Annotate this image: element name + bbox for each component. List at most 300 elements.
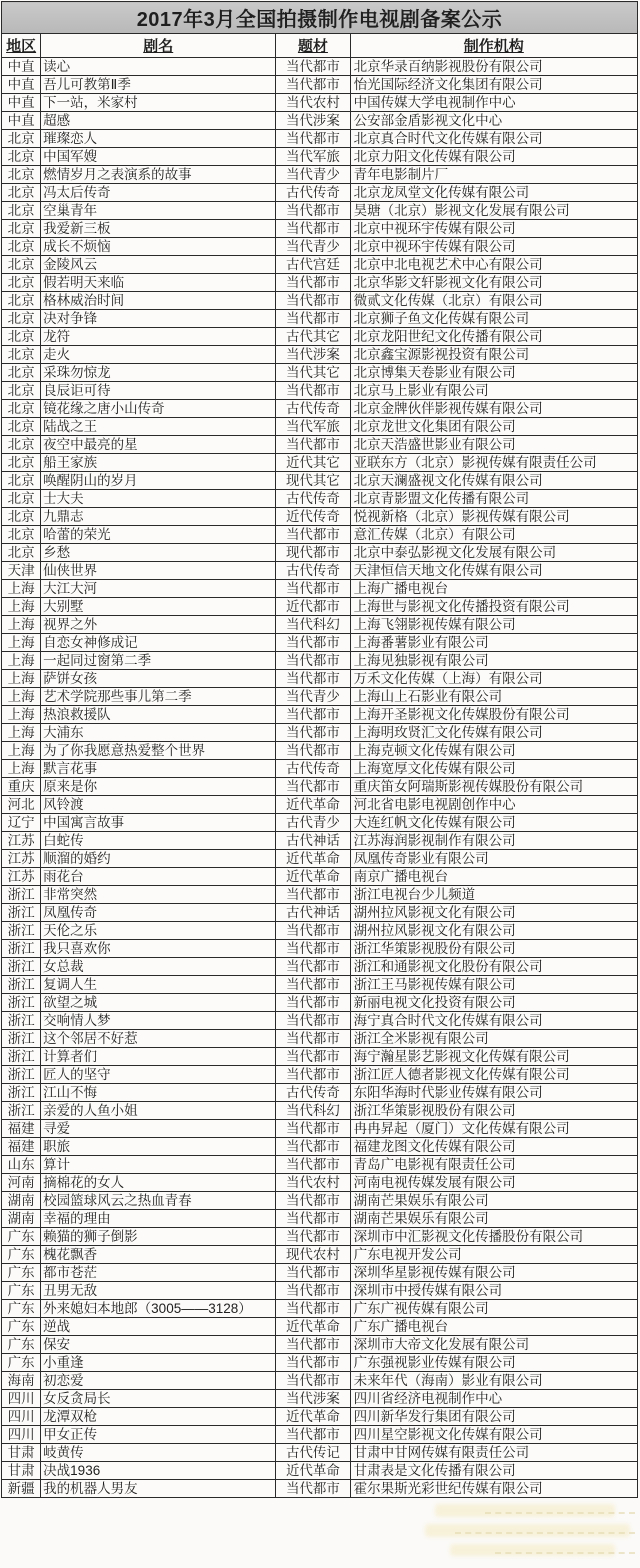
table-row: [2, 706, 638, 724]
cell-region: 浙江: [2, 1048, 41, 1066]
cell-drama-title: 甲女正传: [41, 1426, 276, 1444]
cell-producer: 江苏海润影视制作有限公司: [350, 832, 637, 850]
cell-drama-title: 天伦之乐: [41, 922, 276, 940]
cell-drama-title: 热浪救援队: [41, 706, 276, 724]
cell-genre: 当代都市: [276, 580, 350, 598]
cell-region: 上海: [2, 634, 41, 652]
cell-genre: 当代都市: [276, 1120, 350, 1138]
cell-producer: 北京青影盟文化传播有限公司: [350, 490, 637, 508]
table-row: [2, 184, 638, 202]
cell-producer: 天津恒信天地文化传媒有限公司: [350, 562, 637, 580]
cell-drama-title: 复调人生: [41, 976, 276, 994]
table-row: [2, 724, 638, 742]
cell-genre: 当代都市: [276, 220, 350, 238]
cell-drama-title: 算计: [41, 1156, 276, 1174]
cell-genre: 近代革命: [276, 850, 350, 868]
cell-producer: 湖南芒果娱乐有限公司: [350, 1192, 637, 1210]
table-row: [2, 418, 638, 436]
cell-region: 四川: [2, 1390, 41, 1408]
cell-producer: 凤凰传奇影业有限公司: [350, 850, 637, 868]
cell-producer: 南京广播电视台: [350, 868, 637, 886]
cell-genre: 古代其它: [276, 328, 350, 346]
cell-region: 河南: [2, 1174, 41, 1192]
cell-drama-title: 中国寓言故事: [41, 814, 276, 832]
cell-drama-title: 采珠勿惊龙: [41, 364, 276, 382]
cell-producer: 北京马上影业有限公司: [350, 382, 637, 400]
table-row: [2, 1246, 638, 1264]
table-row: [2, 274, 638, 292]
cell-producer: 浙江和通影视文化股份有限公司: [350, 958, 637, 976]
cell-genre: 当代都市: [276, 1300, 350, 1318]
table-row: [2, 976, 638, 994]
cell-producer: 浙江全米影视有限公司: [350, 1030, 637, 1048]
table-row: [2, 850, 638, 868]
cell-genre: 当代都市: [276, 634, 350, 652]
cell-drama-title: 九鼎志: [41, 508, 276, 526]
table-row: [2, 886, 638, 904]
cell-producer: 湖州拉风影视文化有限公司: [350, 922, 637, 940]
cell-producer: 青岛广电影视有限责任公司: [350, 1156, 637, 1174]
cell-drama-title: 江山不悔: [41, 1084, 276, 1102]
title-row: [2, 2, 638, 34]
cell-genre: 当代都市: [276, 130, 350, 148]
table-row: [2, 1462, 638, 1480]
cell-drama-title: 仙侠世界: [41, 562, 276, 580]
cell-region: 海南: [2, 1372, 41, 1390]
cell-region: 北京: [2, 346, 41, 364]
cell-producer: 北京中视环宇传媒有限公司: [350, 238, 637, 256]
table-row: [2, 580, 638, 598]
cell-drama-title: 走火: [41, 346, 276, 364]
cell-genre: 当代都市: [276, 886, 350, 904]
cell-region: 浙江: [2, 994, 41, 1012]
cell-drama-title: 夜空中最亮的星: [41, 436, 276, 454]
cell-producer: 广东广视传媒有限公司: [350, 1300, 637, 1318]
cell-genre: 近代革命: [276, 1462, 350, 1480]
table-row: [2, 1480, 638, 1498]
cell-drama-title: 我只喜欢你: [41, 940, 276, 958]
cell-drama-title: 大江大河: [41, 580, 276, 598]
cell-producer: 东阳华海时代影业传媒有限公司: [350, 1084, 637, 1102]
cell-producer: 亚联东方（北京）影视传媒有限责任公司: [350, 454, 637, 472]
table-row: [2, 454, 638, 472]
registration-table: [1, 1, 638, 1498]
cell-drama-title: 幸福的理由: [41, 1210, 276, 1228]
cell-drama-title: 风铃渡: [41, 796, 276, 814]
cell-genre: 当代青少: [276, 688, 350, 706]
cell-genre: 当代都市: [276, 202, 350, 220]
cell-drama-title: 小重逢: [41, 1354, 276, 1372]
cell-genre: 当代都市: [276, 382, 350, 400]
cell-producer: 四川星空影视文化传媒有限公司: [350, 1426, 637, 1444]
table-row: [2, 742, 638, 760]
table-row: [2, 688, 638, 706]
cell-producer: 北京力阳文化传媒有限公司: [350, 148, 637, 166]
cell-drama-title: 交响情人梦: [41, 1012, 276, 1030]
cell-producer: 浙江电视台少儿频道: [350, 886, 637, 904]
cell-drama-title: 龙潭双枪: [41, 1408, 276, 1426]
cell-drama-title: 格林威治时间: [41, 292, 276, 310]
table-row: [2, 1012, 638, 1030]
cell-drama-title: 士大夫: [41, 490, 276, 508]
cell-genre: 当代都市: [276, 1156, 350, 1174]
cell-drama-title: 匠人的坚守: [41, 1066, 276, 1084]
cell-producer: 北京天浩盛世影业有限公司: [350, 436, 637, 454]
cell-producer: 深圳市中汇影视文化传播股份有限公司: [350, 1228, 637, 1246]
cell-producer: 未来年代（海南）影业有限公司: [350, 1372, 637, 1390]
cell-region: 广东: [2, 1318, 41, 1336]
cell-producer: 广东广播电视台: [350, 1318, 637, 1336]
cell-region: 广东: [2, 1282, 41, 1300]
cell-region: 浙江: [2, 1030, 41, 1048]
cell-region: 湖南: [2, 1192, 41, 1210]
table-row: [2, 1336, 638, 1354]
cell-region: 北京: [2, 454, 41, 472]
cell-region: 浙江: [2, 886, 41, 904]
cell-genre: 当代都市: [276, 1066, 350, 1084]
watermark-dash: [495, 1552, 635, 1554]
cell-drama-title: 假若明天来临: [41, 274, 276, 292]
cell-genre: 近代革命: [276, 1318, 350, 1336]
cell-region: 广东: [2, 1228, 41, 1246]
cell-producer: 公安部金盾影视文化中心: [350, 112, 637, 130]
cell-region: 北京: [2, 166, 41, 184]
cell-drama-title: 空巢青年: [41, 202, 276, 220]
cell-drama-title: 读心: [41, 58, 276, 76]
cell-drama-title: 非常突然: [41, 886, 276, 904]
table-row: [2, 1444, 638, 1462]
table-row: [2, 238, 638, 256]
cell-genre: 当代都市: [276, 922, 350, 940]
cell-producer: 上海世与影视文化传播投资有限公司: [350, 598, 637, 616]
cell-producer: 河南电视传媒发展有限公司: [350, 1174, 637, 1192]
cell-producer: 重庆笛女阿瑞斯影视传媒股份有限公司: [350, 778, 637, 796]
cell-drama-title: 大浦东: [41, 724, 276, 742]
cell-region: 天津: [2, 562, 41, 580]
cell-region: 辽宁: [2, 814, 41, 832]
table-row: [2, 616, 638, 634]
cell-region: 上海: [2, 598, 41, 616]
cell-drama-title: 计算者们: [41, 1048, 276, 1066]
cell-genre: 现代农村: [276, 1246, 350, 1264]
table-row: [2, 130, 638, 148]
table-row: [2, 1282, 638, 1300]
cell-region: 福建: [2, 1138, 41, 1156]
cell-producer: 怡光国际经济文化集团有限公司: [350, 76, 637, 94]
cell-genre: 当代军旅: [276, 418, 350, 436]
cell-producer: 河北省电影电视剧创作中心: [350, 796, 637, 814]
cell-region: 广东: [2, 1300, 41, 1318]
watermark-blob: [425, 1524, 630, 1537]
cell-region: 广东: [2, 1246, 41, 1264]
cell-genre: 当代都市: [276, 1480, 350, 1498]
cell-producer: 海宁真合时代文化传媒有限公司: [350, 1012, 637, 1030]
cell-producer: 北京真合时代文化传媒有限公司: [350, 130, 637, 148]
cell-drama-title: 陆战之王: [41, 418, 276, 436]
cell-producer: 北京天澜盛视文化传媒有限公司: [350, 472, 637, 490]
cell-region: 江苏: [2, 868, 41, 886]
cell-drama-title: 保安: [41, 1336, 276, 1354]
table-row: [2, 58, 638, 76]
table-row: [2, 148, 638, 166]
cell-region: 北京: [2, 130, 41, 148]
cell-drama-title: 欲望之城: [41, 994, 276, 1012]
cell-region: 广东: [2, 1354, 41, 1372]
cell-producer: 深圳市中授传媒有限公司: [350, 1282, 637, 1300]
cell-genre: 当代都市: [276, 1372, 350, 1390]
cell-region: 上海: [2, 580, 41, 598]
cell-genre: 当代都市: [276, 958, 350, 976]
cell-region: 中直: [2, 112, 41, 130]
watermark: [425, 1498, 640, 1564]
cell-genre: 当代都市: [276, 670, 350, 688]
cell-drama-title: 丑男无敌: [41, 1282, 276, 1300]
cell-drama-title: 冯太后传奇: [41, 184, 276, 202]
cell-region: 四川: [2, 1408, 41, 1426]
table-row: [2, 256, 638, 274]
table-row: [2, 490, 638, 508]
table-row: [2, 382, 638, 400]
cell-drama-title: 女总裁: [41, 958, 276, 976]
cell-drama-title: 都市苍茫: [41, 1264, 276, 1282]
column-header-region: 地区: [2, 34, 41, 58]
table-row: [2, 364, 638, 382]
cell-genre: 当代都市: [276, 1210, 350, 1228]
cell-genre: 近代革命: [276, 1408, 350, 1426]
cell-genre: 当代都市: [276, 76, 350, 94]
cell-genre: 古代青少: [276, 814, 350, 832]
cell-drama-title: 一起同过窗第二季: [41, 652, 276, 670]
cell-region: 北京: [2, 364, 41, 382]
table-row: [2, 112, 638, 130]
table-row: [2, 994, 638, 1012]
page-title: 2017年3月全国拍摄制作电视剧备案公示: [2, 2, 638, 34]
cell-drama-title: 女反贪局长: [41, 1390, 276, 1408]
cell-region: 上海: [2, 688, 41, 706]
cell-genre: 当代都市: [276, 526, 350, 544]
cell-region: 上海: [2, 652, 41, 670]
cell-genre: 近代传奇: [276, 508, 350, 526]
cell-genre: 当代农村: [276, 1174, 350, 1192]
cell-producer: 浙江华策影视股份有限公司: [350, 940, 637, 958]
cell-producer: 四川新华发行集团有限公司: [350, 1408, 637, 1426]
cell-genre: 当代军旅: [276, 148, 350, 166]
cell-producer: 北京龙凤堂文化传媒有限公司: [350, 184, 637, 202]
watermark-blob: [435, 1504, 615, 1517]
table-row: [2, 1228, 638, 1246]
cell-producer: 北京龙阳世纪文化传播有限公司: [350, 328, 637, 346]
table-row: [2, 1264, 638, 1282]
cell-producer: 北京鑫宝源影视投资有限公司: [350, 346, 637, 364]
cell-genre: 当代青少: [276, 238, 350, 256]
cell-drama-title: 大别墅: [41, 598, 276, 616]
cell-genre: 当代涉案: [276, 1390, 350, 1408]
table-row: [2, 1174, 638, 1192]
cell-producer: 北京华录百纳影视股份有限公司: [350, 58, 637, 76]
table-row: [2, 670, 638, 688]
watermark-blob: [450, 1544, 615, 1556]
cell-region: 北京: [2, 148, 41, 166]
cell-genre: 当代都市: [276, 310, 350, 328]
cell-producer: 浙江华策影视股份有限公司: [350, 1102, 637, 1120]
cell-region: 上海: [2, 742, 41, 760]
cell-genre: 当代都市: [276, 274, 350, 292]
cell-drama-title: 我的机器人男友: [41, 1480, 276, 1498]
cell-region: 新疆: [2, 1480, 41, 1498]
cell-genre: 古代宫廷: [276, 256, 350, 274]
cell-drama-title: 凤凰传奇: [41, 904, 276, 922]
cell-drama-title: 吾儿可教第Ⅱ季: [41, 76, 276, 94]
cell-drama-title: 金陵风云: [41, 256, 276, 274]
cell-genre: 当代都市: [276, 940, 350, 958]
cell-drama-title: 决战1936: [41, 1462, 276, 1480]
table-row: [2, 1408, 638, 1426]
cell-drama-title: 雨花台: [41, 868, 276, 886]
cell-region: 河北: [2, 796, 41, 814]
column-header-row: [2, 34, 638, 58]
cell-region: 上海: [2, 616, 41, 634]
cell-region: 中直: [2, 76, 41, 94]
table-row: [2, 832, 638, 850]
cell-drama-title: 燃情岁月之表演系的故事: [41, 166, 276, 184]
cell-producer: 上海山上石影业有限公司: [350, 688, 637, 706]
cell-drama-title: 乡愁: [41, 544, 276, 562]
cell-region: 北京: [2, 436, 41, 454]
cell-drama-title: 这个邻居不好惹: [41, 1030, 276, 1048]
cell-region: 北京: [2, 490, 41, 508]
cell-region: 北京: [2, 382, 41, 400]
table-row: [2, 1120, 638, 1138]
cell-producer: 上海克顿文化传媒有限公司: [350, 742, 637, 760]
cell-producer: 北京中视环宇传媒有限公司: [350, 220, 637, 238]
cell-genre: 当代涉案: [276, 346, 350, 364]
cell-drama-title: 下一站，米家村: [41, 94, 276, 112]
cell-region: 北京: [2, 508, 41, 526]
table-row: [2, 868, 638, 886]
cell-producer: 甘肃表是文化传播有限公司: [350, 1462, 637, 1480]
table-row: [2, 1300, 638, 1318]
cell-producer: 北京中北电视艺术中心有限公司: [350, 256, 637, 274]
table-row: [2, 472, 638, 490]
cell-producer: 深圳市大帝文化发展有限公司: [350, 1336, 637, 1354]
cell-genre: 当代都市: [276, 742, 350, 760]
cell-region: 江苏: [2, 850, 41, 868]
table-row: [2, 904, 638, 922]
cell-producer: 万禾文化传媒（上海）有限公司: [350, 670, 637, 688]
cell-region: 福建: [2, 1120, 41, 1138]
table-row: [2, 544, 638, 562]
cell-region: 北京: [2, 274, 41, 292]
cell-genre: 当代都市: [276, 1192, 350, 1210]
table-row: [2, 922, 638, 940]
cell-region: 北京: [2, 328, 41, 346]
table-row: [2, 1318, 638, 1336]
table-row: [2, 346, 638, 364]
cell-genre: 古代传奇: [276, 400, 350, 418]
table-row: [2, 634, 638, 652]
cell-genre: 古代传奇: [276, 184, 350, 202]
cell-genre: 古代神话: [276, 904, 350, 922]
table-row: [2, 1030, 638, 1048]
cell-producer: 海宁瀚星影艺影视文化传媒有限公司: [350, 1048, 637, 1066]
cell-drama-title: 我爱新三板: [41, 220, 276, 238]
table-row: [2, 1048, 638, 1066]
table-row: [2, 202, 638, 220]
cell-genre: 当代青少: [276, 166, 350, 184]
cell-region: 北京: [2, 292, 41, 310]
table-row: [2, 598, 638, 616]
column-header-drama-title: 剧名: [41, 34, 276, 58]
cell-genre: 当代都市: [276, 1336, 350, 1354]
cell-genre: 当代都市: [276, 652, 350, 670]
table-row: [2, 1138, 638, 1156]
cell-drama-title: 成长不烦恼: [41, 238, 276, 256]
cell-producer: 上海番薯影业有限公司: [350, 634, 637, 652]
table-row: [2, 778, 638, 796]
cell-producer: 北京龙世文化集团有限公司: [350, 418, 637, 436]
cell-region: 北京: [2, 400, 41, 418]
cell-producer: 青年电影制片厂: [350, 166, 637, 184]
cell-region: 上海: [2, 670, 41, 688]
cell-producer: 北京华影文轩影视文化有限公司: [350, 274, 637, 292]
cell-region: 甘肃: [2, 1462, 41, 1480]
cell-genre: 近代都市: [276, 598, 350, 616]
cell-drama-title: 亲爱的人鱼小姐: [41, 1102, 276, 1120]
table-row: [2, 1390, 638, 1408]
cell-region: 广东: [2, 1336, 41, 1354]
cell-drama-title: 校园篮球风云之热血青春: [41, 1192, 276, 1210]
cell-region: 浙江: [2, 940, 41, 958]
cell-drama-title: 璀璨恋人: [41, 130, 276, 148]
cell-region: 北京: [2, 526, 41, 544]
cell-genre: 当代都市: [276, 58, 350, 76]
table-row: [2, 292, 638, 310]
cell-producer: 湖州拉风影视文化有限公司: [350, 904, 637, 922]
cell-region: 湖南: [2, 1210, 41, 1228]
cell-producer: 四川省经济电视制作中心: [350, 1390, 637, 1408]
table-row: [2, 1084, 638, 1102]
cell-region: 浙江: [2, 976, 41, 994]
watermark-dash: [485, 1512, 635, 1514]
column-header-genre: 题材: [276, 34, 350, 58]
cell-genre: 当代其它: [276, 364, 350, 382]
table-row: [2, 940, 638, 958]
table-row: [2, 796, 638, 814]
cell-drama-title: 逆战: [41, 1318, 276, 1336]
cell-genre: 当代都市: [276, 976, 350, 994]
table-row: [2, 1426, 638, 1444]
cell-producer: 上海广播电视台: [350, 580, 637, 598]
cell-region: 山东: [2, 1156, 41, 1174]
table-row: [2, 814, 638, 832]
cell-region: 北京: [2, 310, 41, 328]
cell-producer: 上海飞翎影视传媒有限公司: [350, 616, 637, 634]
cell-genre: 当代都市: [276, 1030, 350, 1048]
cell-genre: 当代科幻: [276, 1102, 350, 1120]
cell-drama-title: 镜花缘之唐小山传奇: [41, 400, 276, 418]
cell-drama-title: 唤醒阴山的岁月: [41, 472, 276, 490]
cell-genre: 现代其它: [276, 472, 350, 490]
cell-drama-title: 决对争锋: [41, 310, 276, 328]
table-row: [2, 1102, 638, 1120]
cell-producer: 上海开圣影视文化传媒股份有限公司: [350, 706, 637, 724]
cell-producer: 湖南芒果娱乐有限公司: [350, 1210, 637, 1228]
cell-producer: 冉冉昇起（厦门）文化传媒有限公司: [350, 1120, 637, 1138]
cell-drama-title: 萨饼女孩: [41, 670, 276, 688]
cell-producer: 广东强视影业传媒有限公司: [350, 1354, 637, 1372]
cell-producer: 意汇传媒（北京）有限公司: [350, 526, 637, 544]
cell-producer: 福建龙图文化传媒有限公司: [350, 1138, 637, 1156]
